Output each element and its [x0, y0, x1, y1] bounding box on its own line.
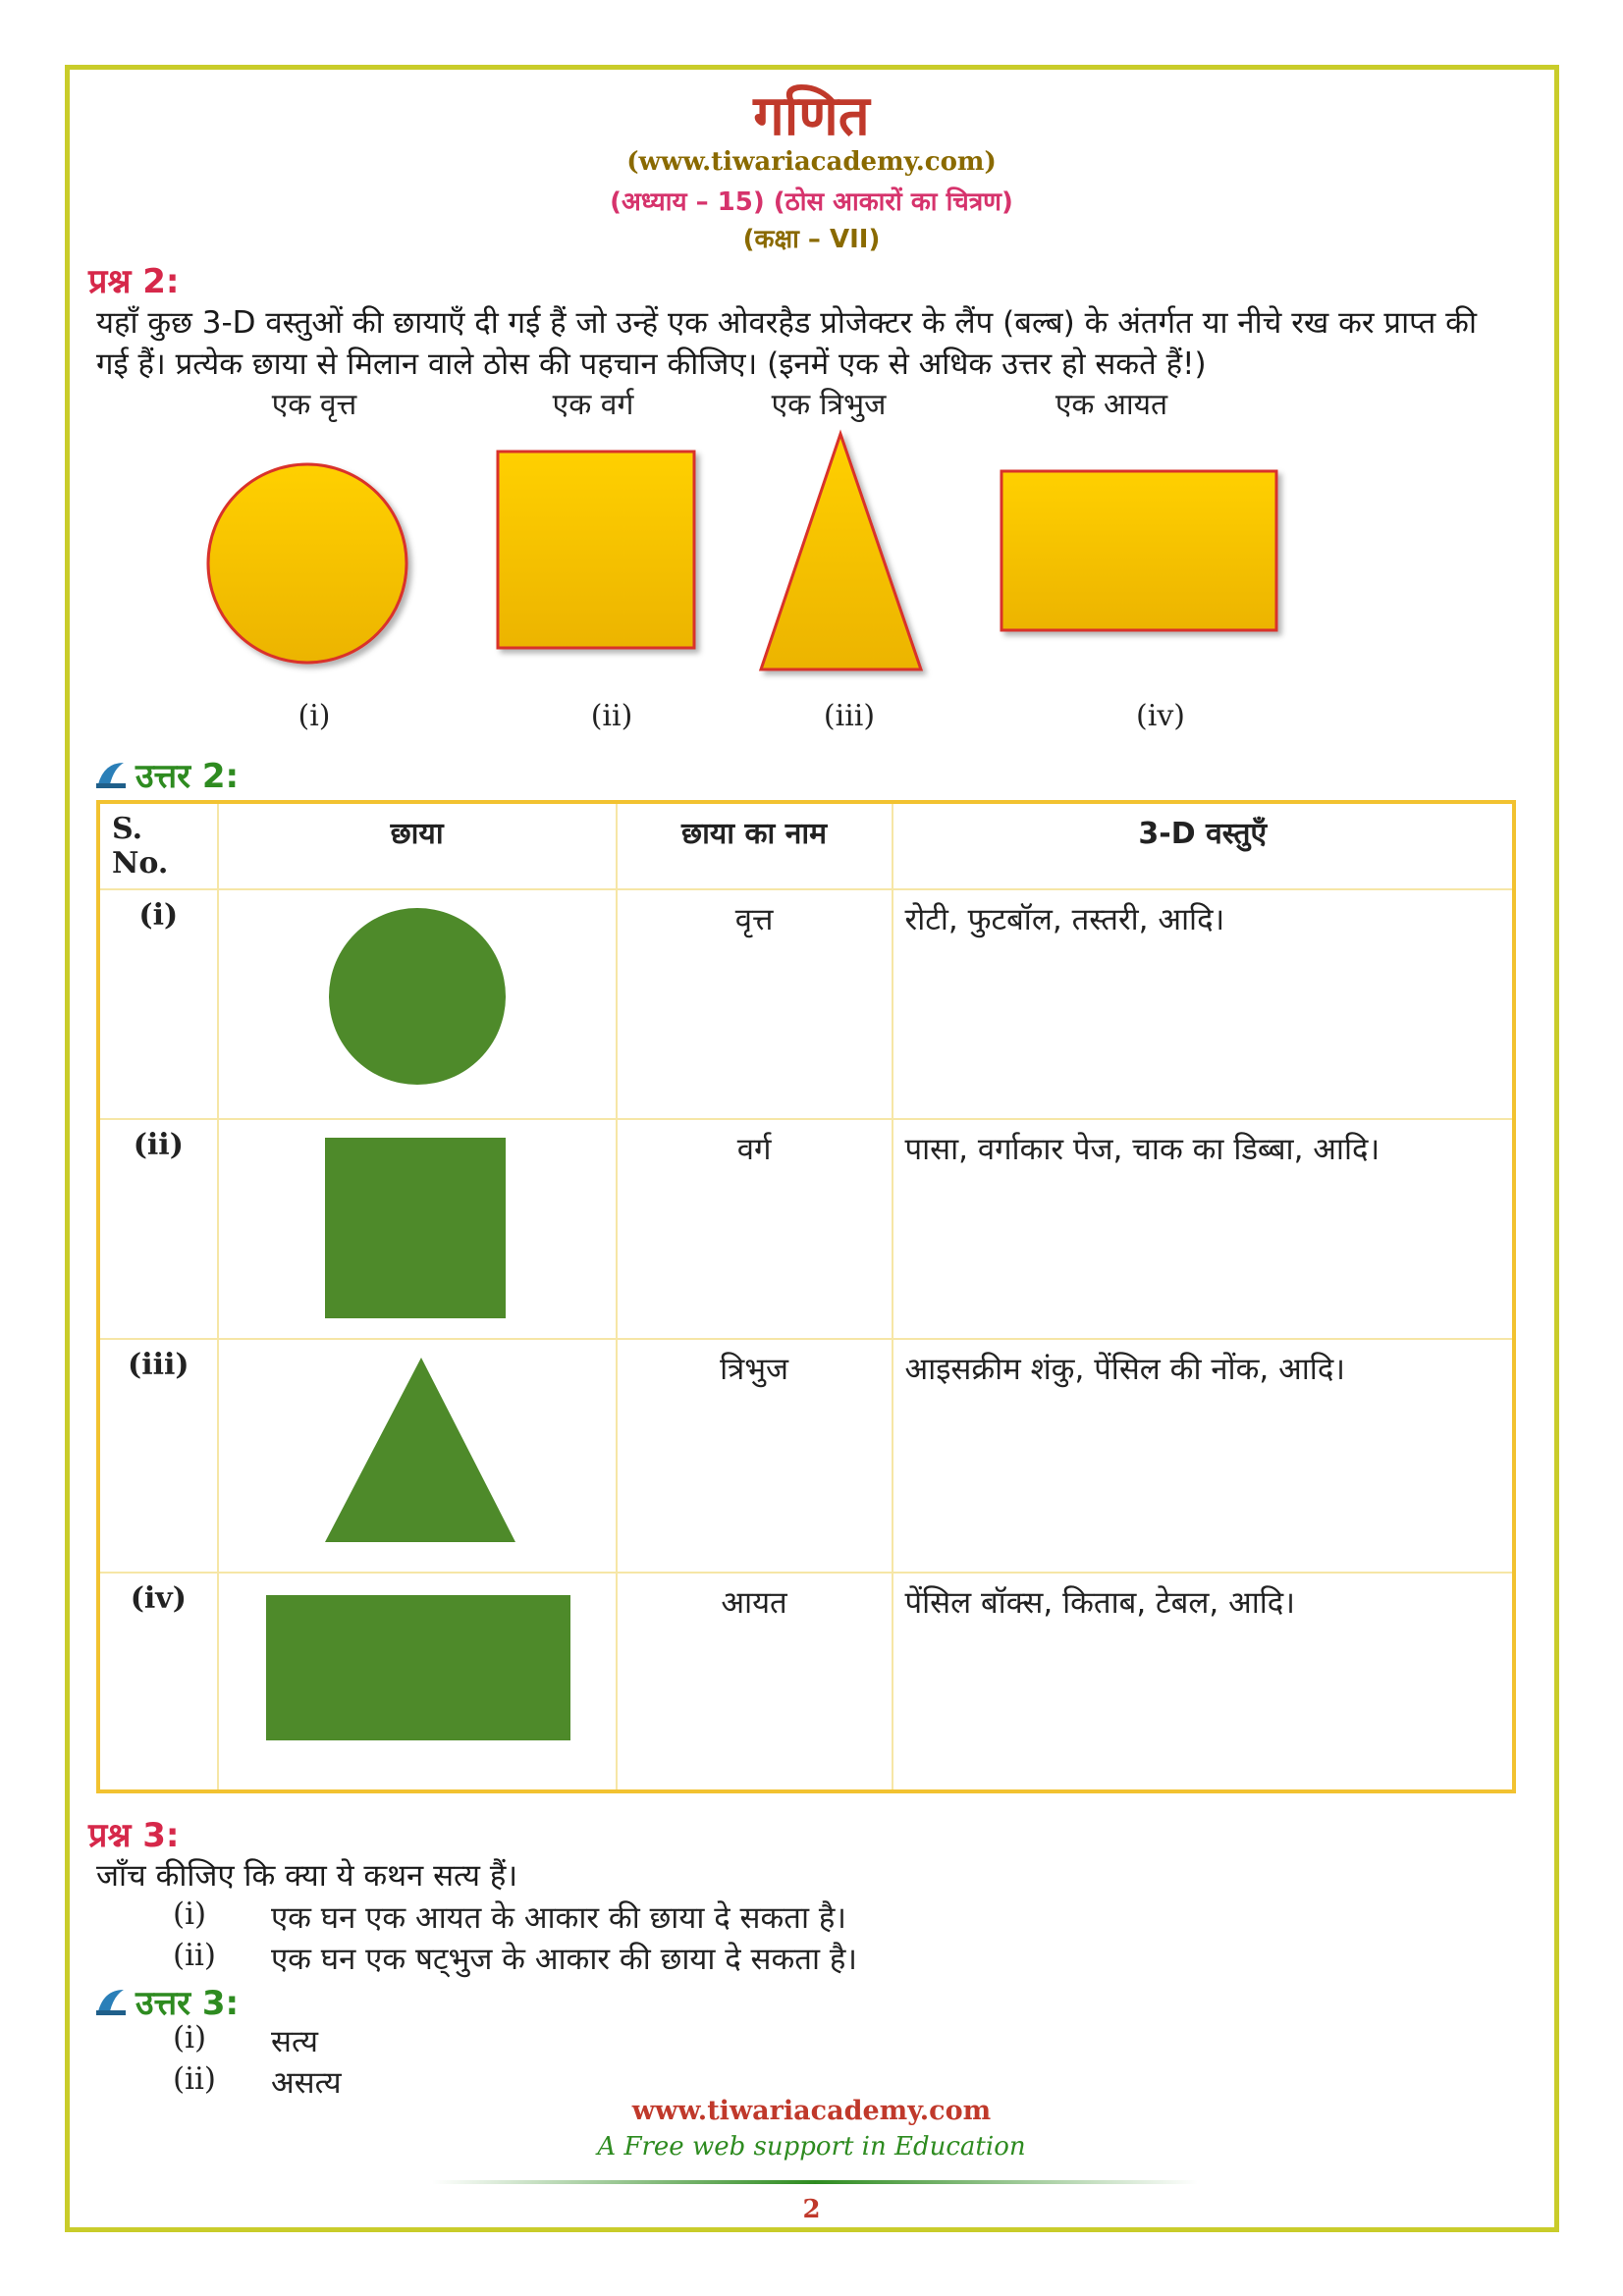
page-title: गणित	[753, 84, 870, 148]
page-number: 2	[802, 2195, 821, 2224]
table-row	[98, 889, 1514, 1119]
chapter-heading: (अध्याय – 15) (ठोस आकारों का चित्रण)	[610, 187, 1013, 217]
row-shadow-name: त्रिभुज	[617, 1339, 893, 1573]
row-sno: (iv)	[98, 1573, 218, 1791]
green-circle-shadow	[231, 898, 604, 1104]
green-square-shadow	[231, 1128, 604, 1324]
yellow-triangle	[761, 434, 921, 669]
row-objects: आइसक्रीम शंकु, पेंसिल की नोंक, आदि।	[893, 1339, 1514, 1573]
table-row	[98, 1573, 1514, 1791]
header-3d-objects: 3-D वस्तुएँ	[893, 802, 1514, 889]
table-header-row	[98, 802, 1514, 889]
question-3-item	[173, 1896, 846, 1938]
question-3-intro: जाँच कीजिए कि क्या ये कथन सत्य हैं।	[96, 1858, 518, 1894]
question-2-text	[96, 302, 1520, 385]
answer-table	[96, 800, 1516, 1793]
roman-i: (i)	[298, 699, 331, 733]
roman-iv: (iv)	[1136, 699, 1185, 733]
table-row	[98, 1339, 1514, 1573]
row-shadow-name: वर्ग	[617, 1119, 893, 1339]
footer-tagline: A Free web support in Education	[597, 2132, 1026, 2162]
question-2-line-2: गई हैं। प्रत्येक छाया से मिलान वाले ठोस की पहचान कीजिए। (इनमें एक से अधिक उत्तर हो सकते हैं!)	[96, 347, 1207, 382]
header-sno: S. No.	[98, 802, 218, 889]
item-text: एक घन एक आयत के आकार की छाया दे सकता है।	[271, 1900, 847, 1936]
shape-label-rectangle: एक आयत	[1055, 388, 1168, 422]
row-shadow-cell	[218, 1119, 617, 1339]
question-3-item	[173, 1938, 857, 1979]
item-text: असत्य	[271, 2065, 342, 2101]
row-sno: (iii)	[98, 1339, 218, 1573]
yellow-circle	[208, 464, 406, 663]
row-objects: पासा, वर्गाकार पेज, चाक का डिब्बा, आदि।	[893, 1119, 1514, 1339]
class-label: (कक्षा – VII)	[742, 225, 881, 254]
green-triangle-shadow	[231, 1348, 604, 1554]
answer-2-heading	[94, 752, 239, 797]
table-row	[98, 1119, 1514, 1339]
roman-iii: (iii)	[823, 699, 876, 733]
answer-3-item	[173, 2020, 318, 2061]
item-number: (i)	[173, 1896, 207, 1932]
row-shadow-cell	[218, 1573, 617, 1791]
yellow-square	[498, 452, 694, 648]
row-shadow-name: वृत्त	[617, 889, 893, 1119]
tiwari-logo-icon	[94, 1986, 128, 2017]
header-shadow-name: छाया का नाम	[617, 802, 893, 889]
green-rectangle-shadow	[231, 1581, 604, 1778]
tiwari-logo-icon	[94, 759, 128, 790]
row-sno: (ii)	[98, 1119, 218, 1339]
footer-site-link[interactable]: www.tiwariacademy.com	[631, 2096, 992, 2126]
shape-label-square: एक वर्ग	[552, 388, 634, 422]
row-sno: (i)	[98, 889, 218, 1119]
question-shapes	[147, 422, 1325, 687]
item-text: सत्य	[271, 2024, 318, 2059]
row-objects: पेंसिल बॉक्स, किताब, टेबल, आदि।	[893, 1573, 1514, 1791]
row-objects: रोटी, फुटबॉल, तस्तरी, आदि।	[893, 889, 1514, 1119]
header-shadow: छाया	[218, 802, 617, 889]
row-shadow-cell	[218, 889, 617, 1119]
item-text: एक घन एक षट्भुज के आकार की छाया दे सकता है।	[271, 1942, 858, 1977]
shape-label-triangle: एक त्रिभुज	[771, 388, 887, 422]
row-shadow-cell	[218, 1339, 617, 1573]
yellow-rectangle	[1001, 471, 1276, 630]
item-number: (ii)	[173, 1938, 217, 1973]
shape-label-circle: एक वृत्त	[271, 388, 357, 422]
question-2-label: प्रश्न 2:	[88, 262, 180, 301]
answer-3-heading	[94, 1979, 239, 2024]
row-shadow-name: आयत	[617, 1573, 893, 1791]
answer-2-label: उत्तर 2:	[135, 757, 240, 796]
answer-3-label: उत्तर 3:	[135, 1984, 240, 2023]
footer-divider	[432, 2177, 1198, 2187]
question-3-label: प्रश्न 3:	[88, 1816, 180, 1855]
header-site: (www.tiwariacademy.com)	[626, 147, 997, 177]
item-number: (ii)	[173, 2061, 217, 2097]
question-2-line-1: यहाँ कुछ 3-D वस्तुओं की छायाएँ दी गई हैं जो उन्हें एक ओवरहैड प्रोजेक्टर के लैंप (बल्ब) के अंतर्गत या नीचे रख कर प्राप्त की	[96, 305, 1478, 341]
item-number: (i)	[173, 2020, 207, 2056]
roman-ii: (ii)	[590, 699, 633, 733]
